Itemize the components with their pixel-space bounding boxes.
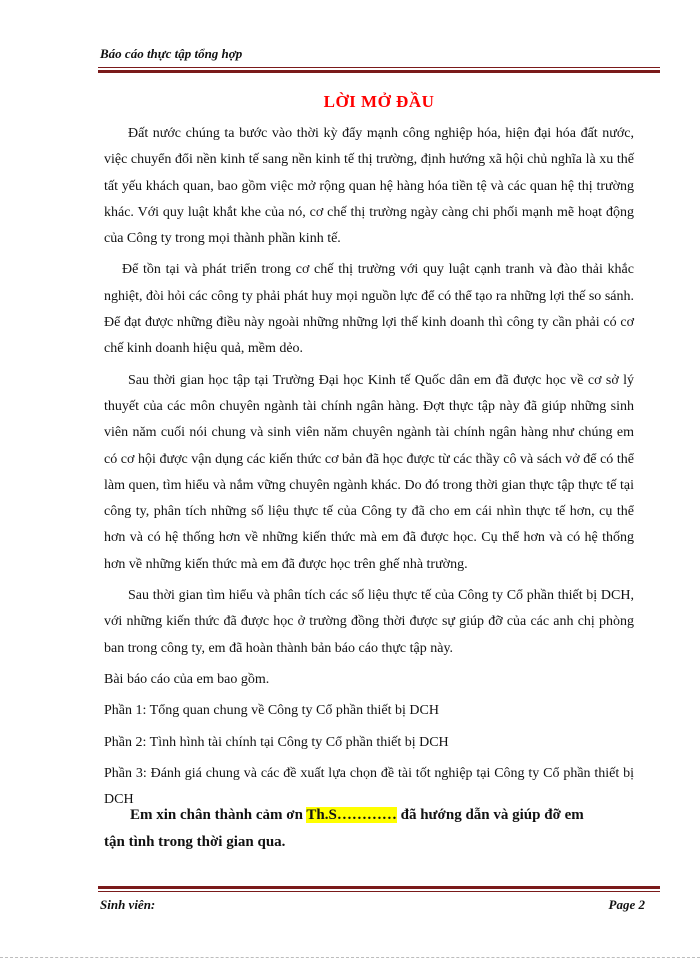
- thanks-text-line2: tận tình trong thời gian qua.: [104, 834, 286, 850]
- thanks-text-start: Em xin chân thành cảm ơn: [130, 807, 307, 823]
- paragraph-2: Để tồn tại và phát triển trong cơ chế thị trường với quy luật cạnh tranh và đào thải khắc nghiệt, đòi hỏi các công ty phải phát huy mọi nguồn lực để có thể tạo ra những lợi thế so sánh. Để đạt được những điều này ngoài những những lợi thế kinh doanh thì công ty cần phải có cơ chế kinh doanh hiệu quả, mềm dẻo.: [104, 262, 634, 357]
- page-edge-divider: [0, 957, 700, 958]
- thanks-paragraph: [104, 802, 634, 856]
- part-3: Phần 3: Đánh giá chung và các đề xuất lựa chọn đề tài tốt nghiệp tại Công ty Cổ phần thiết bị DCH: [104, 765, 634, 808]
- page-title: LỜI MỞ ĐẦU: [323, 92, 435, 111]
- header-rule-thick: [98, 70, 660, 73]
- report-intro: Bài báo cáo của em bao gồm.: [104, 671, 270, 687]
- part-2: Phần 2: Tình hình tài chính tại Công ty Cổ phần thiết bị DCH: [104, 734, 449, 750]
- page-header-title: Báo cáo thực tập tổng hợp: [100, 46, 243, 61]
- paragraph-4: Sau thời gian tìm hiểu và phân tích các số liệu thực tế của Công ty Cổ phần thiết bị DCH, với những kiến thức đã được học ở trường đồng thời được sự giúp đỡ của các anh chị phòng ban trong công ty, em đã hoàn thành bản báo cáo thực tập này.: [104, 588, 634, 656]
- footer-student-label: Sinh viên:: [100, 897, 156, 912]
- body-content: [104, 121, 634, 818]
- thanks-text-end: đã hướng dẫn và giúp đỡ em: [396, 807, 584, 823]
- footer-rule-thin: [98, 891, 660, 892]
- header-rule-thin: [98, 67, 660, 68]
- footer-rule-thick: [98, 886, 660, 889]
- part-1: Phần 1: Tổng quan chung về Công ty Cổ phần thiết bị DCH: [104, 703, 439, 719]
- paragraph-1: Đất nước chúng ta bước vào thời kỳ đẩy mạnh công nghiệp hóa, hiện đại hóa đất nước, việc chuyển đổi nền kinh tế sang nền kinh tế thị trường, định hướng xã hội chủ nghĩa là xu thế tất yếu khách quan, bao gồm việc mở rộng quan hệ hàng hóa tiền tệ và các quan hệ thị trường khác. Với quy luật khắt khe của nó, cơ chế thị trường ngày càng chi phối mạnh mẽ hoạt động của Công ty trong mọi thành phần kinh tế.: [104, 126, 634, 247]
- paragraph-3: Sau thời gian học tập tại Trường Đại học Kinh tế Quốc dân em đã được học về cơ sở lý thuyết của các môn chuyên ngành tài chính ngân hàng. Đợt thực tập này đã giúp những sinh viên năm cuối nói chung và sinh viên năm chuyên ngành tài chính ngân hàng như chúng em có cơ hội được vận dụng các kiến thức cơ bản đã học được từ các thầy cô và sách vở để có thể làm quen, tìm hiểu và nắm vững chuyên ngành khác. Do đó trong thời gian thực tập thực tế tại công ty, phân tích những số liệu thực tế của Công ty đã cho em cái nhìn thực tế hơn, cụ thể hơn và có hệ thống hơn về những kiến thức mà em đã được học. Cụ thể hơn và có hệ thống hơn về những kiến thức mà em đã được học trên ghế nhà trường.: [104, 372, 634, 572]
- footer-page-number: Page 2: [608, 897, 645, 912]
- advisor-name-highlight: Th.S…………: [306, 807, 397, 823]
